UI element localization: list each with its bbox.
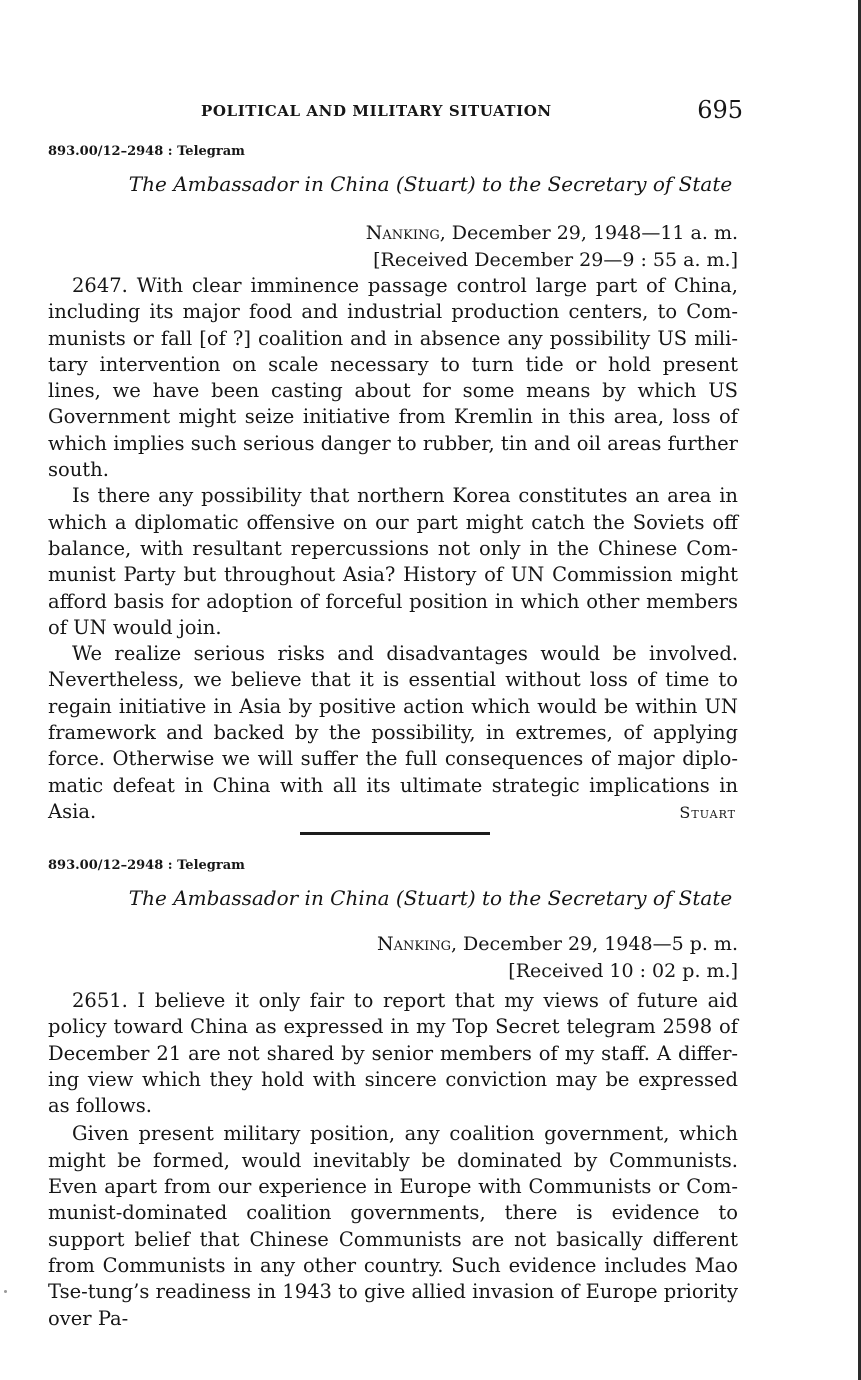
document-title: The Ambassador in China (Stuart) to the Secretary of State bbox=[128, 886, 733, 910]
place-name: Nanking bbox=[365, 222, 440, 244]
sent-date: , December 29, 1948—5 p. m. bbox=[450, 933, 738, 955]
dateline bbox=[366, 220, 738, 274]
document-title: The Ambassador in China (Stuart) to the Secretary of State bbox=[128, 172, 733, 196]
signature: Stuart bbox=[679, 803, 736, 822]
running-head: POLITICAL AND MILITARY SITUATION bbox=[201, 102, 552, 120]
section-divider bbox=[300, 832, 490, 835]
paragraph: 2651. I believe it only fair to report that my views of future aid policy toward China as expressed in my Top Secret telegram 2598 of December 21 are not shared by senior members of my staff. A differing view which they hold with sincere conviction may be expressed as follows. bbox=[48, 989, 738, 1118]
paragraph: Is there any possibility that northern Korea constitutes an area in which a diplomatic offensive on our part might catch the Soviets off balance, with resultant repercussions not only in the Chinese Communist Party but throughout Asia? History of UN Commission might afford basis for adoption of forceful position in which other members of UN would join. bbox=[48, 484, 738, 639]
telegram-body bbox=[48, 273, 738, 825]
file-reference: 893.00/12–2948 : Telegram bbox=[48, 144, 245, 159]
place-name: Nanking bbox=[376, 933, 451, 955]
received-line: [Received December 29—9 : 55 a. m.] bbox=[373, 249, 738, 271]
page-header bbox=[48, 98, 743, 128]
page-number: 695 bbox=[697, 96, 743, 124]
received-line: [Received 10 : 02 p. m.] bbox=[508, 960, 738, 982]
paragraph: 2647. With clear imminence passage control large part of China, including its major food and industrial production centers, to Communists or fall [of ?] coalition and in absence any possibility US military intervention on scale necessary to turn tide or hold present lines, we have been casting about for some means by which US Government might seize initiative from Kremlin in this area, loss of which implies such serious danger to rubber, tin and oil areas further south. bbox=[48, 274, 738, 482]
paper-speck bbox=[4, 1290, 7, 1293]
paragraph: We realize serious risks and disadvantages would be involved. Nevertheless, we believe that it is essential without loss of time to regain initiative in Asia by positive action which would be within UN framework and backed by the possibility, in extremes, of applying force. Otherwise we will suffer the full consequences of major diplomatic defeat in China with all its ultimate strategic implications in Asia. bbox=[48, 642, 738, 823]
file-reference: 893.00/12–2948 : Telegram bbox=[48, 858, 245, 873]
dateline bbox=[377, 931, 738, 985]
sent-line bbox=[377, 931, 738, 958]
telegram-body bbox=[48, 988, 738, 1332]
paragraph: Given present military position, any coalition government, which might be formed, would inevitably be dominated by Communists. Even apart from our experience in Europe with Communists or Communist-dominated coalition governments, there is evidence to support belief that Chinese Communists are not basically different from Communists in any other country. Such evidence includes Mao Tse-tung’s readiness in 1943 to give allied invasion of Europe priority over Pa- bbox=[48, 1122, 738, 1330]
sent-date: , December 29, 1948—11 a. m. bbox=[439, 222, 738, 244]
sent-line bbox=[366, 220, 738, 247]
